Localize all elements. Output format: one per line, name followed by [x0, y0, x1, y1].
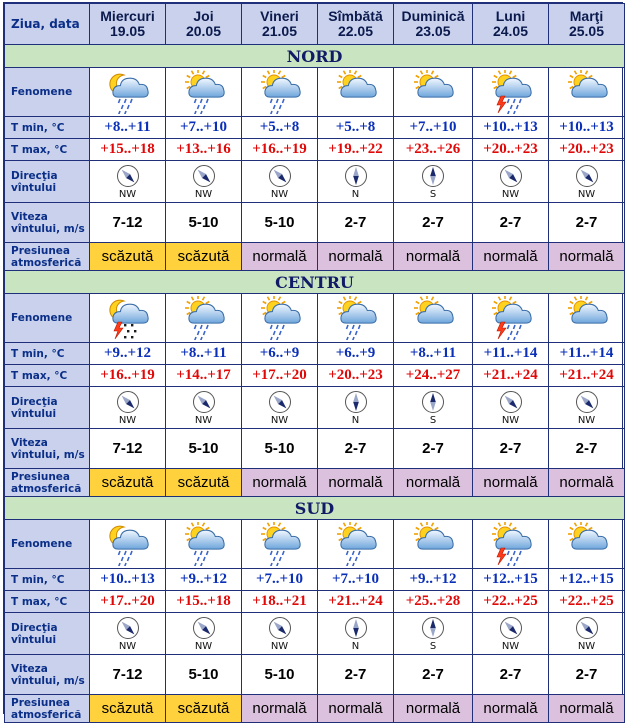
pressure-value: normală — [394, 469, 473, 497]
region-header-row — [5, 271, 625, 294]
weather-cell — [166, 520, 242, 569]
tmax-value: +18..+21 — [242, 591, 318, 613]
tmax-row — [5, 365, 625, 387]
tmin-value: +5..+8 — [242, 117, 318, 139]
wind-speed-value: 7-12 — [90, 655, 166, 695]
compass-arrow-icon — [549, 164, 624, 188]
wind-direction-cell — [394, 387, 473, 429]
wind-direction-cell — [318, 613, 394, 655]
region-title: NORD — [5, 45, 625, 68]
wind-direction-label: Direcţia vîntului — [5, 387, 90, 429]
pressure-value: normală — [394, 695, 473, 723]
day-name: Vineri — [260, 8, 299, 24]
pressure-row — [5, 695, 625, 723]
pressure-value: scăzută — [90, 695, 166, 723]
tmin-row — [5, 117, 625, 139]
tmax-row — [5, 139, 625, 161]
phenomena-row — [5, 68, 625, 117]
tmin-row — [5, 343, 625, 365]
wind-speed-value: 5-10 — [242, 655, 318, 695]
wind-speed-value: 2-7 — [549, 655, 625, 695]
tmin-value: +7..+10 — [166, 117, 242, 139]
wind-direction-value: NW — [118, 188, 137, 200]
compass-arrow-icon — [318, 164, 393, 188]
wind-direction-value: NW — [270, 414, 289, 426]
tmax-value: +16..+19 — [90, 365, 166, 387]
wind-speed-value: 2-7 — [473, 655, 549, 695]
weather-cell — [242, 520, 318, 569]
compass-arrow-icon — [166, 164, 241, 188]
day-header — [242, 4, 318, 45]
wind-direction-cell — [90, 613, 166, 655]
compass-arrow-icon — [549, 390, 624, 414]
wind-direction-cell — [166, 613, 242, 655]
tmax-value: +24..+27 — [394, 365, 473, 387]
weather-cell — [473, 68, 549, 117]
sun-cloud-rain-icon — [318, 296, 393, 340]
sun-cloud-rain-icon — [242, 296, 317, 340]
sun-cloud-icon — [394, 522, 472, 566]
compass-arrow-icon — [242, 390, 317, 414]
wind-direction-label: Direcţia vîntului — [5, 613, 90, 655]
day-date: 19.05 — [109, 23, 146, 39]
tmin-label: T min, °C — [5, 569, 90, 591]
day-date: 22.05 — [337, 23, 374, 39]
wind-direction-cell — [166, 161, 242, 203]
pressure-value: normală — [318, 695, 394, 723]
header-row — [5, 4, 625, 45]
pressure-value: normală — [473, 243, 549, 271]
tmax-row — [5, 591, 625, 613]
weather-cell — [394, 294, 473, 343]
day-name: Miercuri — [100, 8, 155, 24]
day-date: 20.05 — [185, 23, 222, 39]
tmax-value: +25..+28 — [394, 591, 473, 613]
wind-direction-cell — [549, 387, 625, 429]
wind-speed-label: Viteza vîntului, m/s — [5, 429, 90, 469]
wind-speed-value: 2-7 — [549, 203, 625, 243]
wind-direction-cell — [318, 387, 394, 429]
tmin-value: +8..+11 — [166, 343, 242, 365]
wind-direction-value: S — [429, 640, 437, 652]
sun-cloud-rain-icon — [242, 70, 317, 114]
day-header — [473, 4, 549, 45]
pressure-value: scăzută — [166, 469, 242, 497]
wind-direction-value: N — [351, 414, 360, 426]
wind-direction-value: NW — [501, 640, 520, 652]
wind-speed-row — [5, 655, 625, 695]
wind-direction-cell — [242, 161, 318, 203]
pressure-value: normală — [242, 695, 318, 723]
wind-direction-cell — [90, 161, 166, 203]
wind-direction-value: NW — [501, 188, 520, 200]
header-label: Ziua, data — [5, 4, 90, 45]
wind-speed-row — [5, 429, 625, 469]
day-header — [394, 4, 473, 45]
day-name: Duminică — [401, 8, 465, 24]
pressure-value: scăzută — [90, 243, 166, 271]
wind-direction-value: N — [351, 640, 360, 652]
pressure-value: scăzută — [166, 695, 242, 723]
moon-cloud-rain-icon — [90, 522, 165, 566]
weather-cell — [473, 294, 549, 343]
wind-direction-value: NW — [194, 640, 213, 652]
wind-speed-value: 5-10 — [166, 429, 242, 469]
day-date: 21.05 — [261, 23, 298, 39]
region-title: SUD — [5, 497, 625, 520]
wind-speed-value: 2-7 — [473, 203, 549, 243]
wind-direction-value: NW — [577, 640, 596, 652]
tmin-value: +9..+12 — [166, 569, 242, 591]
wind-direction-value: S — [429, 414, 437, 426]
wind-direction-label: Direcţia vîntului — [5, 161, 90, 203]
wind-speed-label: Viteza vîntului, m/s — [5, 655, 90, 695]
compass-arrow-icon — [90, 390, 165, 414]
sun-cloud-rain-icon — [166, 296, 241, 340]
wind-speed-value: 2-7 — [473, 429, 549, 469]
tmax-value: +20..+23 — [473, 139, 549, 161]
tmin-value: +7..+10 — [394, 117, 473, 139]
wind-direction-value: N — [351, 188, 360, 200]
weather-cell — [166, 68, 242, 117]
tmax-value: +21..+24 — [549, 365, 625, 387]
wind-speed-value: 2-7 — [318, 429, 394, 469]
tmax-value: +17..+20 — [242, 365, 318, 387]
weather-cell — [242, 68, 318, 117]
compass-arrow-icon — [318, 616, 393, 640]
moon-cloud-rain-icon — [90, 70, 165, 114]
compass-arrow-icon — [473, 164, 548, 188]
sun-cloud-thunder-rain-icon — [473, 522, 548, 566]
day-date: 24.05 — [492, 23, 529, 39]
wind-speed-value: 5-10 — [166, 655, 242, 695]
compass-arrow-icon — [394, 164, 472, 188]
tmax-value: +22..+25 — [473, 591, 549, 613]
phenomena-label: Fenomene — [5, 68, 90, 117]
pressure-value: normală — [549, 243, 625, 271]
sun-cloud-icon — [394, 70, 472, 114]
wind-direction-value: NW — [577, 414, 596, 426]
wind-direction-cell — [242, 387, 318, 429]
day-name: Marţi — [569, 8, 604, 24]
tmin-value: +11..+14 — [473, 343, 549, 365]
wind-direction-value: S — [429, 188, 437, 200]
tmax-value: +23..+26 — [394, 139, 473, 161]
tmax-value: +21..+24 — [473, 365, 549, 387]
pressure-value: normală — [318, 243, 394, 271]
compass-arrow-icon — [166, 616, 241, 640]
wind-direction-value: NW — [577, 188, 596, 200]
phenomena-label: Fenomene — [5, 294, 90, 343]
wind-speed-value: 5-10 — [242, 429, 318, 469]
tmin-value: +7..+10 — [242, 569, 318, 591]
pressure-value: normală — [473, 695, 549, 723]
pressure-value: normală — [394, 243, 473, 271]
tmax-value: +19..+22 — [318, 139, 394, 161]
compass-arrow-icon — [394, 616, 472, 640]
wind-speed-value: 2-7 — [394, 655, 473, 695]
tmax-value: +17..+20 — [90, 591, 166, 613]
day-name: Sîmbătă — [328, 8, 383, 24]
day-name: Luni — [495, 8, 526, 24]
phenomena-row — [5, 294, 625, 343]
phenomena-label: Fenomene — [5, 520, 90, 569]
wind-speed-value: 2-7 — [394, 429, 473, 469]
phenomena-row — [5, 520, 625, 569]
tmin-label: T min, °C — [5, 343, 90, 365]
tmax-value: +20..+23 — [318, 365, 394, 387]
weather-cell — [166, 294, 242, 343]
pressure-label: Presiunea atmosferică — [5, 695, 90, 723]
tmin-value: +5..+8 — [318, 117, 394, 139]
wind-direction-cell — [473, 161, 549, 203]
day-header — [318, 4, 394, 45]
day-header — [549, 4, 625, 45]
sun-cloud-rain-icon — [166, 522, 241, 566]
moon-cloud-thunder-snow-icon — [90, 296, 165, 340]
wind-direction-value: NW — [194, 188, 213, 200]
pressure-value: scăzută — [166, 243, 242, 271]
wind-direction-cell — [394, 613, 473, 655]
tmin-value: +6..+9 — [318, 343, 394, 365]
sun-cloud-icon — [549, 70, 624, 114]
tmax-value: +16..+19 — [242, 139, 318, 161]
sun-cloud-icon — [549, 522, 624, 566]
tmax-value: +20..+23 — [549, 139, 625, 161]
tmin-value: +6..+9 — [242, 343, 318, 365]
day-name: Joi — [193, 8, 214, 24]
tmax-value: +13..+16 — [166, 139, 242, 161]
tmin-value: +9..+12 — [394, 569, 473, 591]
compass-arrow-icon — [473, 616, 548, 640]
weather-cell — [90, 294, 166, 343]
sun-cloud-icon — [394, 296, 472, 340]
wind-direction-cell — [90, 387, 166, 429]
wind-speed-value: 2-7 — [318, 203, 394, 243]
wind-speed-value: 5-10 — [166, 203, 242, 243]
wind-direction-value: NW — [270, 188, 289, 200]
tmin-row — [5, 569, 625, 591]
tmax-label: T max, °C — [5, 365, 90, 387]
compass-arrow-icon — [90, 164, 165, 188]
sun-cloud-rain-icon — [166, 70, 241, 114]
weather-cell — [473, 520, 549, 569]
region-title: CENTRU — [5, 271, 625, 294]
day-date: 23.05 — [415, 23, 451, 39]
wind-direction-cell — [549, 613, 625, 655]
pressure-value: normală — [473, 469, 549, 497]
pressure-value: normală — [549, 695, 625, 723]
tmin-value: +8..+11 — [90, 117, 166, 139]
tmin-value: +10..+13 — [549, 117, 625, 139]
compass-arrow-icon — [242, 164, 317, 188]
day-header — [166, 4, 242, 45]
sun-cloud-thunder-rain-icon — [473, 296, 548, 340]
sun-cloud-rain-icon — [318, 522, 393, 566]
compass-arrow-icon — [318, 390, 393, 414]
tmax-value: +15..+18 — [90, 139, 166, 161]
weather-cell — [394, 68, 473, 117]
tmax-value: +21..+24 — [318, 591, 394, 613]
sun-cloud-icon — [318, 70, 393, 114]
pressure-label: Presiunea atmosferică — [5, 243, 90, 271]
wind-direction-row — [5, 161, 625, 203]
wind-direction-cell — [473, 387, 549, 429]
pressure-value: normală — [318, 469, 394, 497]
region-header-row — [5, 497, 625, 520]
compass-arrow-icon — [394, 390, 472, 414]
weather-cell — [318, 520, 394, 569]
wind-speed-value: 7-12 — [90, 203, 166, 243]
pressure-value: normală — [242, 469, 318, 497]
wind-direction-cell — [394, 161, 473, 203]
tmax-value: +14..+17 — [166, 365, 242, 387]
tmax-label: T max, °C — [5, 591, 90, 613]
forecast-panel — [3, 2, 623, 721]
wind-direction-row — [5, 387, 625, 429]
tmax-value: +15..+18 — [166, 591, 242, 613]
wind-speed-value: 7-12 — [90, 429, 166, 469]
sun-cloud-rain-icon — [242, 522, 317, 566]
day-date: 25.05 — [568, 23, 605, 39]
wind-direction-value: NW — [118, 640, 137, 652]
tmin-value: +8..+11 — [394, 343, 473, 365]
tmin-value: +7..+10 — [318, 569, 394, 591]
wind-direction-value: NW — [194, 414, 213, 426]
wind-direction-cell — [318, 161, 394, 203]
wind-direction-value: NW — [501, 414, 520, 426]
day-header — [90, 4, 166, 45]
region-header-row — [5, 45, 625, 68]
weather-cell — [90, 520, 166, 569]
tmin-value: +10..+13 — [473, 117, 549, 139]
wind-speed-value: 2-7 — [318, 655, 394, 695]
compass-arrow-icon — [90, 616, 165, 640]
wind-direction-value: NW — [270, 640, 289, 652]
weather-cell — [394, 520, 473, 569]
compass-arrow-icon — [549, 616, 624, 640]
weather-cell — [318, 294, 394, 343]
wind-speed-label: Viteza vîntului, m/s — [5, 203, 90, 243]
weather-cell — [318, 68, 394, 117]
tmin-value: +9..+12 — [90, 343, 166, 365]
tmax-value: +22..+25 — [549, 591, 625, 613]
wind-direction-cell — [166, 387, 242, 429]
wind-speed-value: 2-7 — [394, 203, 473, 243]
tmin-value: +11..+14 — [549, 343, 625, 365]
pressure-value: scăzută — [90, 469, 166, 497]
pressure-value: normală — [549, 469, 625, 497]
wind-speed-row — [5, 203, 625, 243]
tmin-value: +12..+15 — [473, 569, 549, 591]
sun-cloud-icon — [549, 296, 624, 340]
wind-speed-value: 5-10 — [242, 203, 318, 243]
sun-cloud-thunder-rain-icon — [473, 70, 548, 114]
wind-direction-cell — [473, 613, 549, 655]
wind-direction-value: NW — [118, 414, 137, 426]
tmin-value: +10..+13 — [90, 569, 166, 591]
weather-cell — [549, 68, 625, 117]
compass-arrow-icon — [242, 616, 317, 640]
wind-direction-cell — [549, 161, 625, 203]
pressure-row — [5, 469, 625, 497]
weather-cell — [90, 68, 166, 117]
tmin-label: T min, °C — [5, 117, 90, 139]
compass-arrow-icon — [473, 390, 548, 414]
compass-arrow-icon — [166, 390, 241, 414]
tmin-value: +12..+15 — [549, 569, 625, 591]
pressure-value: normală — [242, 243, 318, 271]
weather-cell — [242, 294, 318, 343]
weather-cell — [549, 520, 625, 569]
pressure-label: Presiunea atmosferică — [5, 469, 90, 497]
pressure-row — [5, 243, 625, 271]
tmax-label: T max, °C — [5, 139, 90, 161]
forecast-table — [4, 3, 625, 723]
wind-direction-row — [5, 613, 625, 655]
wind-direction-cell — [242, 613, 318, 655]
weather-cell — [549, 294, 625, 343]
wind-speed-value: 2-7 — [549, 429, 625, 469]
